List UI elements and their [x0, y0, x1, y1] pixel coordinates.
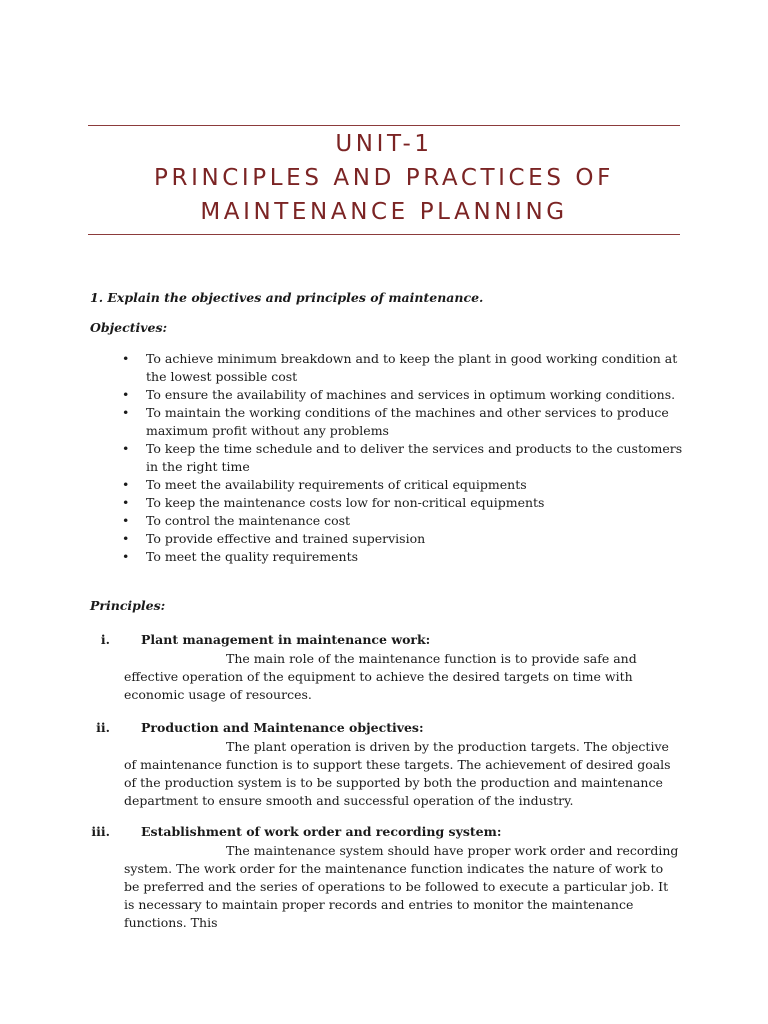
principles-heading: Principles: [90, 598, 166, 613]
bullet-icon: • [122, 495, 130, 510]
title-line-2: MAINTENANCE PLANNING [200, 199, 568, 225]
principle-title: Establishment of work order and recording system: [141, 824, 502, 839]
list-item [120, 404, 690, 440]
bullet-icon: • [122, 441, 130, 456]
bullet-icon: • [122, 351, 130, 366]
principle-body: The maintenance system should have proper work order and recording system. The work order for the maintenance function indicates the nature of work to be preferred and the series of operations to be followed to execute a particular job. It is necessary to maintain proper records and entries to monitor the maintenance functions. This [124, 843, 679, 930]
bullet-icon: • [122, 387, 130, 402]
list-item [120, 350, 690, 386]
title-line-1: PRINCIPLES AND PRACTICES OF [154, 165, 614, 191]
objectives-heading: Objectives: [90, 320, 168, 335]
objective-text: To meet the quality requirements [146, 549, 359, 564]
objective-text: To meet the availability requirements of critical equipments [146, 477, 527, 492]
objective-text: To keep the maintenance costs low for non-critical equipments [146, 495, 545, 510]
objective-text: To provide effective and trained supervision [146, 531, 426, 546]
objective-text: To maintain the working conditions of the machines and other services to produce maximum profit without any problems [146, 405, 669, 438]
bullet-icon: • [122, 405, 130, 420]
principle-number: iii. [91, 824, 110, 839]
list-item [120, 476, 690, 494]
principle-number: ii. [96, 720, 110, 735]
objectives-list [120, 350, 690, 566]
objective-text: To keep the time schedule and to deliver the services and products to the customers in the right time [146, 441, 683, 474]
title-rule-bottom [88, 234, 680, 235]
bullet-icon: • [122, 531, 130, 546]
list-item [120, 440, 690, 476]
objective-text: To control the maintenance cost [146, 513, 351, 528]
list-item [120, 494, 690, 512]
list-item [120, 386, 690, 404]
principle-number: i. [100, 632, 110, 647]
list-item [120, 548, 690, 566]
objective-text: To ensure the availability of machines and services in optimum working conditions. [146, 387, 676, 402]
bullet-icon: • [122, 513, 130, 528]
bullet-icon: • [122, 477, 130, 492]
principle-title: Plant management in maintenance work: [141, 632, 431, 647]
question-heading: 1. Explain the objectives and principles of maintenance. [90, 290, 484, 305]
principle-body: The plant operation is driven by the production targets. The objective of maintenance function is to support these targets. The achievement of desired goals of the production system is to be supported by both the production and maintenance department to ensure smooth and successful operation of the industry. [124, 739, 671, 808]
unit-heading: UNIT-1 [335, 131, 433, 157]
title-rule-top [88, 125, 680, 126]
principle-body: The main role of the maintenance function is to provide safe and effective operation of the equipment to achieve the desired targets on time with economic usage of resources. [124, 651, 637, 702]
principle-title: Production and Maintenance objectives: [141, 720, 424, 735]
bullet-icon: • [122, 549, 130, 564]
list-item [120, 512, 690, 530]
objective-text: To achieve minimum breakdown and to keep the plant in good working condition at the lowest possible cost [146, 351, 678, 384]
list-item [120, 530, 690, 548]
